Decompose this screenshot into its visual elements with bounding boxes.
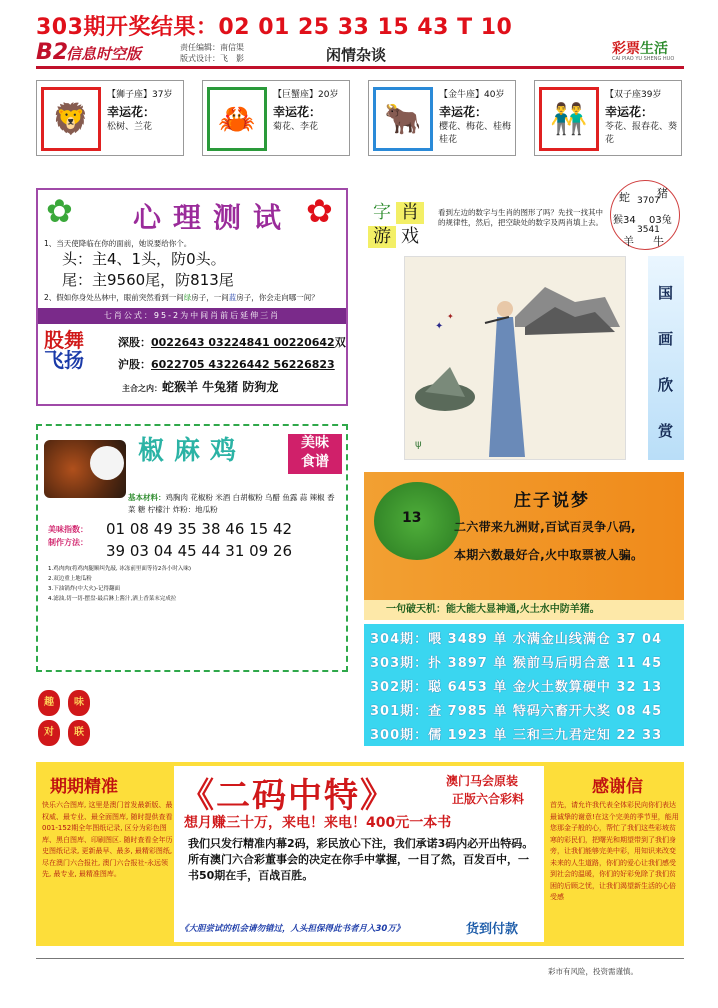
zodiac-card-gemini xyxy=(534,80,682,156)
designer-line: 版式设计：飞 影 xyxy=(180,54,244,63)
guohua-char: 画 xyxy=(658,330,674,348)
shanghai-stock xyxy=(118,356,335,372)
zhuangzi-line: 二六带来九洲财,百试百灵争八码, xyxy=(454,520,636,534)
logo-subtitle: CAI PIAO YU SHENG HUO xyxy=(612,56,675,62)
shanghai-label: 沪股： xyxy=(118,358,151,371)
zodiac-name: 【狮子座】37岁 xyxy=(107,90,173,100)
recipe-step: 1.鸡肉肉(将鸡肉腿顺纠先敲, 冰冻前里面等待2各小时入味) xyxy=(48,566,192,572)
zodiac-card-taurus xyxy=(368,80,516,156)
ad-slogan: 想月赚三十万，来电！来电！400元一本书 xyxy=(184,815,452,831)
two-code-title: 《二码中特》 xyxy=(180,776,396,816)
circle-mid-bottom: 3541 xyxy=(637,225,660,235)
riddle-char: 戏 xyxy=(401,226,419,247)
riddle-char: 字 xyxy=(373,202,391,223)
recipe-title: 椒麻鸡 xyxy=(138,436,247,466)
editor-credits xyxy=(180,42,244,64)
section-title: 闲情杂谈 xyxy=(326,46,387,64)
svg-text:ψ: ψ xyxy=(415,439,422,450)
recipe-numbers-1: 01 08 49 35 38 46 15 42 xyxy=(106,520,293,538)
header-divider xyxy=(36,66,684,69)
zhuangzi-title: 庄子说梦 xyxy=(514,491,590,511)
circle-right: 03兔 xyxy=(649,215,672,226)
couplet-lanterns xyxy=(36,688,98,748)
stock-logo-line1: 股舞 xyxy=(44,328,84,352)
formula-band: 七肖公式：95-2为中间肖前后延伸三肖 xyxy=(38,308,346,324)
recipe-tag xyxy=(288,434,342,474)
guohua-band xyxy=(648,256,684,460)
riddle-char: 肖 xyxy=(396,202,424,224)
question-2-part-c: 房子，你会走向哪一间？ xyxy=(236,293,319,302)
history-row: 301期：查 7985 单 特码六畜开大奖 08 45 xyxy=(370,704,663,719)
lotus-number: 13 xyxy=(402,510,422,526)
zodiac-name: 【巨蟹座】20岁 xyxy=(273,90,339,100)
crab-icon: 🦀 xyxy=(207,87,267,151)
lucky-flowers: 菊花、李花 xyxy=(273,122,319,132)
shenzhen-numbers: 0022643 03224841 00220642 xyxy=(151,336,335,349)
draw-result-title: 303期开奖结果：02 01 25 33 15 43 T 10 xyxy=(36,15,513,40)
ad-footnote: 《大胆尝试的机会请勿错过，人头担保得此书者月入30万》 xyxy=(180,924,405,934)
riddle-circle xyxy=(610,180,680,250)
guohua-char: 国 xyxy=(658,284,674,302)
lottery-life-logo xyxy=(612,38,668,58)
green-word: 绿 xyxy=(183,293,192,302)
shenzhen-suffix: 双 xyxy=(334,336,346,349)
two-code-ad xyxy=(174,766,544,942)
page-number: B2 xyxy=(36,40,69,65)
zodiac-name: 【金牛座】40岁 xyxy=(439,90,505,100)
riddle-char: 游 xyxy=(368,226,396,248)
answer-head: 头：主4、1头，防0头。 xyxy=(62,250,226,268)
shenzhen-label: 深股： xyxy=(118,336,151,349)
clover-icon: ✿ xyxy=(46,192,73,230)
riddle-grid xyxy=(368,202,432,254)
zhuangzi-box xyxy=(364,472,684,600)
editor-line: 责任编辑：南信渠 xyxy=(180,43,244,52)
footer-divider xyxy=(36,958,684,959)
recipe-step: 2.双边重上地瓜粉 xyxy=(48,576,92,582)
circle-bot-right: 牛 xyxy=(653,235,664,248)
recipe-step: 3.下油锅炸(中大火)-记得翻面 xyxy=(48,586,121,592)
shanghai-numbers: 6022705 43226442 56226823 xyxy=(151,358,335,371)
lucky-label: 幸运花： xyxy=(273,105,322,119)
svg-text:✦: ✦ xyxy=(435,321,444,332)
ad-body: 我们只发行精准内幕2码，彩民放心下注，我们承诺3码内必开出特码。所有澳门六合彩董事会的决定在你手中掌握，一目了然，百发百中，一书50期在手，百战百胜。 xyxy=(188,837,534,882)
ingredients-list: 鸡胸肉 花椒粉 米酒 白胡椒粉 乌醋 鱼露 蒜 辣椒 香菜 糖 柠檬汁 炸粉：地瓜粉 xyxy=(128,493,335,514)
painting-illustration xyxy=(405,257,625,459)
precise-title: 期期精准 xyxy=(50,777,118,797)
zodiac-card-cancer xyxy=(202,80,350,156)
zodiac-name: 【双子座39岁 xyxy=(605,90,662,100)
shenzhen-stock xyxy=(118,334,346,350)
question-2-part-a: 2、假如你身处丛林中，眼前突然看到一间 xyxy=(44,293,184,302)
question-2 xyxy=(44,292,319,303)
flavor-label: 美味指数： xyxy=(48,525,88,534)
recipe-step: 4.滤油,切一切-摆盘-最后淋上酱汁,洒上香菜末完成拉 xyxy=(48,596,177,602)
paper-name: 信息时空版 xyxy=(66,45,142,63)
method-label: 制作方法： xyxy=(48,538,88,547)
zhuangzi-line: 本期六数最好合,火中取票被人骗。 xyxy=(454,548,644,562)
history-box xyxy=(364,624,684,746)
zodiac-card-leo xyxy=(36,80,184,156)
cash-on-delivery: 货到付款 xyxy=(466,922,519,937)
lucky-label: 幸运花： xyxy=(107,105,156,119)
recipe-numbers-2: 39 03 04 45 44 31 09 26 xyxy=(106,542,293,560)
bottom-ad-panel xyxy=(36,762,684,946)
lucky-flowers: 苓花、报春花、葵花 xyxy=(605,122,678,145)
ingredients xyxy=(128,492,338,516)
guohua-char: 赏 xyxy=(658,422,674,440)
lucky-label: 幸运花： xyxy=(605,105,654,119)
circle-top-right: 猪 xyxy=(657,187,668,200)
blue-word: 蓝 xyxy=(228,293,237,302)
circle-mid-top: 3707 xyxy=(637,196,660,206)
stock-logo xyxy=(44,330,114,370)
history-row: 303期：扑 3897 单 猴前马后明合意 11 45 xyxy=(370,656,663,671)
twins-icon: 👬 xyxy=(539,87,599,151)
stock-logo-line2: 飞扬 xyxy=(44,348,84,372)
circle-left: 猴34 xyxy=(613,215,636,226)
logo-text-green: 生活 xyxy=(640,41,668,57)
logo-text-red: 彩票 xyxy=(612,41,640,57)
recipe-steps xyxy=(48,564,191,604)
recipe-box xyxy=(36,424,348,672)
ad-side-line1: 澳门马会原装 xyxy=(446,774,519,788)
lantern-icon: 味 xyxy=(68,690,90,716)
chinese-painting xyxy=(404,256,626,460)
question-1: 1、当天使降临在你的面前，她说要给你个。 xyxy=(44,239,192,248)
ad-side-line2: 正版六合彩料 xyxy=(452,792,525,806)
answer-tail: 尾：主9560尾，防813尾 xyxy=(62,271,234,289)
bull-icon: 🐂 xyxy=(373,87,433,151)
tag-line1: 美味 xyxy=(301,435,329,451)
thanks-title: 感谢信 xyxy=(592,777,643,797)
flower-icon: ✿ xyxy=(306,192,333,230)
precise-text: 快乐六合图库, 这里是澳门首发最新版、最权威、最专业、最全面图库, 随时提供查看001-152期全年图纸记录, 区分为彩色图库、黑白图库、印刷图区. 随时查看全年历史图纸记录, 更新最早、最多, 最精彩图纸, 尽在澳门六合报社, 澳门六合报社-永远领先, 最专业, 最精准图库。 xyxy=(42,801,173,878)
lucky-flowers: 松树、兰花 xyxy=(107,122,153,132)
circle-top-left: 蛇 xyxy=(619,191,630,204)
psych-test-box xyxy=(36,188,348,406)
rice-bowl xyxy=(90,446,124,480)
lucky-flowers: 樱花、梅花、桂梅桂花 xyxy=(439,122,512,145)
psych-title: 心理测试 xyxy=(133,201,294,234)
risk-warning: 彩市有风险，投资需谨慎。 xyxy=(548,967,638,976)
one-line-hint: 一句破天机：能大能大显神通,火土水中防羊猪。 xyxy=(364,600,684,620)
lion-icon: 🦁 xyxy=(41,87,101,151)
main-combo xyxy=(122,378,278,395)
guohua-char: 欣 xyxy=(658,376,674,394)
history-row: 302期：聪 6453 单 金火土数算硬中 32 13 xyxy=(370,680,663,695)
main-value: 蛇猴羊 牛兔猪 防狗龙 xyxy=(162,380,279,394)
riddle-text: 看到左边的数字与生肖的图形了吗？先找一找其中的规律性，然后，把空缺处的数字及两肖填上去。 xyxy=(438,208,603,227)
lantern-icon: 趣 xyxy=(38,690,60,716)
question-2-part-b: 房子，一间 xyxy=(191,293,229,302)
lantern-icon: 联 xyxy=(68,720,90,746)
lucky-label: 幸运花： xyxy=(439,105,488,119)
history-row: 304期：喂 3489 单 水满金山线满仓 37 04 xyxy=(370,632,663,647)
lantern-icon: 对 xyxy=(38,720,60,746)
thanks-text: 首先，请允许我代表全体彩民向你们表达最诚挚的谢意!在这个完美的季节里，能用您那金子般的心，帮忙了我们这些彩坡贫寒的彩民们，把曙光和期望带到了我们身旁，让我们能够完美中彩，用知识来改变未来的人生道路，你们的爱心让我们感受到社会的温暖，你们的好彩免除了我们贫困的后顾之忧，让我们渴望新生活的心倍受感 xyxy=(550,801,679,901)
main-label: 主合之内： xyxy=(122,384,162,393)
ingredients-label: 基本材料： xyxy=(128,493,166,502)
svg-text:✦: ✦ xyxy=(447,312,454,321)
circle-bot-left: 羊 xyxy=(623,235,634,248)
tag-line2: 食谱 xyxy=(301,454,329,470)
history-row: 300期：儒 1923 单 三和三九君定知 22 33 xyxy=(370,728,663,743)
